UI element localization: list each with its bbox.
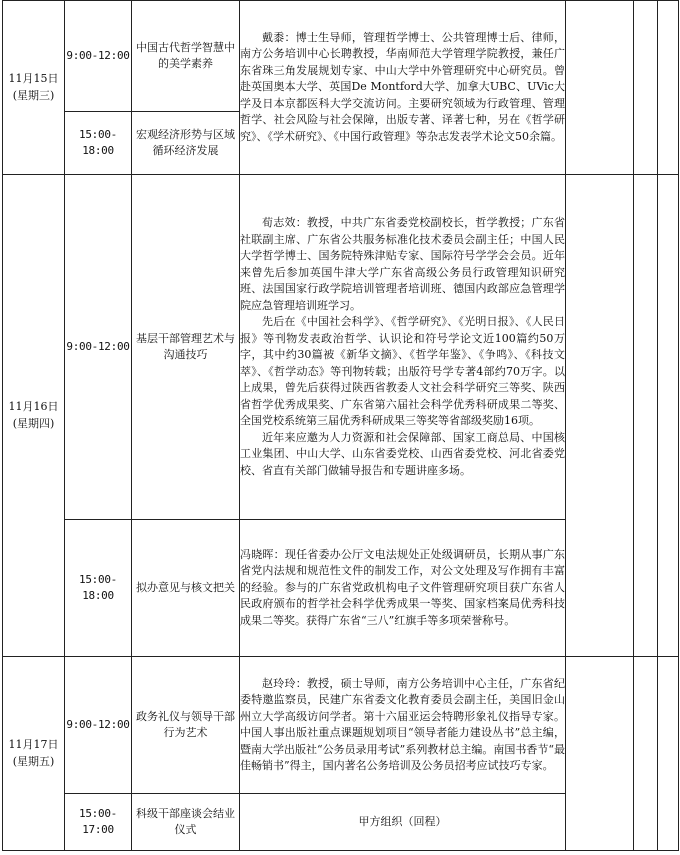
date-cell bbox=[3, 175, 65, 657]
bio-paragraph: 近年来应邀为人力资源和社会保障部、国家工商总局、中国核工业集团、中山大学、山东省委党校、山西省委党校、河北省委党校、省直有关部门做辅导报告和专题讲座多场。 bbox=[240, 430, 565, 477]
bio-paragraph: 荀志效：教授，中共广东省委党校副校长，哲学教授；广东省社联副主席、广东省公共服务标准化技术委员会副主任；中国人民大学哲学博士、国务院特殊津贴专家、国际符号学学会会员。近年来曾先后参加英国牛津大学广东省高级公务员行政管理知识研究班、法国国家行政学院培训管理者培训班、德国内政部应急管理学院应急管理培训班学习。 bbox=[240, 216, 565, 312]
time-cell: 15:00-17:00 bbox=[65, 794, 132, 851]
time-cell: 15:00-18:00 bbox=[65, 112, 132, 175]
bio-paragraph: 先后在《中国社会科学》、《哲学研究》、《光明日报》、《人民日报》等刊物发表政治哲学、认识论和符号学论文近100篇约50万字，其中约30篇被《新华文摘》、《哲学年鉴》、《争鸣》、《科技文萃》、《哲学动态》等刊物转载；出版符号学专著4部约70万字。以上成果，曾先后获得过陕西省教委人文社会科学研究三等奖、陕西省哲学优秀成果奖、广东省第六届社会科学优秀科研成果二等奖、全国党校系统第三届优秀科研成果三等奖等省部级奖励16项。 bbox=[240, 315, 565, 427]
lecturer-bio bbox=[240, 175, 566, 520]
lecturer-bio bbox=[240, 657, 566, 794]
date-cell bbox=[3, 657, 65, 851]
organizer-note: 甲方组织（回程） bbox=[240, 794, 566, 851]
time-cell: 9:00-12:00 bbox=[65, 175, 132, 520]
blank-cell bbox=[634, 1, 658, 175]
topic-cell: 宏观经济形势与区域循环经济发展 bbox=[132, 112, 240, 175]
topic-cell: 基层干部管理艺术与沟通技巧 bbox=[132, 175, 240, 520]
topic-cell: 政务礼仪与领导干部行为艺术 bbox=[132, 657, 240, 794]
table-row bbox=[3, 657, 679, 794]
blank-cell bbox=[566, 657, 634, 851]
blank-cell bbox=[658, 175, 679, 657]
weekday-label: (星期四) bbox=[12, 416, 55, 430]
table-row bbox=[3, 175, 679, 520]
blank-cell bbox=[634, 175, 658, 657]
blank-cell bbox=[566, 1, 634, 175]
date-label: 11月15日 bbox=[8, 72, 59, 85]
time-cell: 15:00-18:00 bbox=[65, 520, 132, 657]
weekday-label: (星期五) bbox=[12, 754, 55, 768]
schedule-table bbox=[2, 0, 679, 851]
lecturer-bio bbox=[240, 520, 566, 657]
bio-paragraph: 戴黍：博士生导师，管理哲学博士、公共管理博士后、律师，南方公务培训中心长聘教授，华南师范大学管理学院教授，兼任广东省珠三角发展规划专家、中山大学中外管理研究中心研究员。曾赴英国奥本大学、英国De Montford大学、加拿大UBC、UVic大学及日本京都医科大学交流访问。主要研究领域为行政管理、管理哲学、社会风险与社会保障，出版专著、译著七种，另在《哲学研究》、《学术研究》、《中国行政管理》等杂志发表学术论文50余篇。 bbox=[240, 30, 565, 143]
date-cell bbox=[3, 1, 65, 175]
date-label: 11月16日 bbox=[8, 400, 59, 413]
lecturer-bio bbox=[240, 1, 566, 175]
topic-cell: 科级干部座谈会结业仪式 bbox=[132, 794, 240, 851]
blank-cell bbox=[658, 1, 679, 175]
topic-cell: 拟办意见与核文把关 bbox=[132, 520, 240, 657]
bio-paragraph: 冯晓晖：现任省委办公厅文电法规处正处级调研员，长期从事广东省党内法规和规范性文件的制发工作，对公文处理及写作拥有丰富的经验。参与的广东省党政机构电子文件管理研究项目获广东省人民政府颁布的哲学社会科学优秀成果一等奖、国家档案局优秀科技成果二等奖。获得广东省“三八”红旗手等多项荣誉称号。 bbox=[240, 547, 565, 627]
weekday-label: (星期三) bbox=[12, 88, 55, 102]
time-cell: 9:00-12:00 bbox=[65, 1, 132, 112]
blank-cell bbox=[566, 175, 634, 657]
topic-cell: 中国古代哲学智慧中的美学素养 bbox=[132, 1, 240, 112]
bio-paragraph: 赵玲玲：教授，硕士导师，南方公务培训中心主任，广东省纪委特邀监察员，民建广东省委文化教育委员会副主任，美国旧金山州立大学高级访问学者。第十六届亚运会特聘形象礼仪指导专家。中国人事出版社重点课题规划项目“领导者能力建设丛书”总主编，暨南大学出版社“公务员录用考试”系列教材总主编。南国书香节“最佳畅销书”得主，国内著名公务培训及公务员招考应试技巧专家。 bbox=[240, 676, 565, 772]
blank-cell bbox=[634, 657, 658, 851]
table-row bbox=[3, 1, 679, 112]
time-cell: 9:00-12:00 bbox=[65, 657, 132, 794]
date-label: 11月17日 bbox=[8, 738, 59, 751]
blank-cell bbox=[658, 657, 679, 851]
